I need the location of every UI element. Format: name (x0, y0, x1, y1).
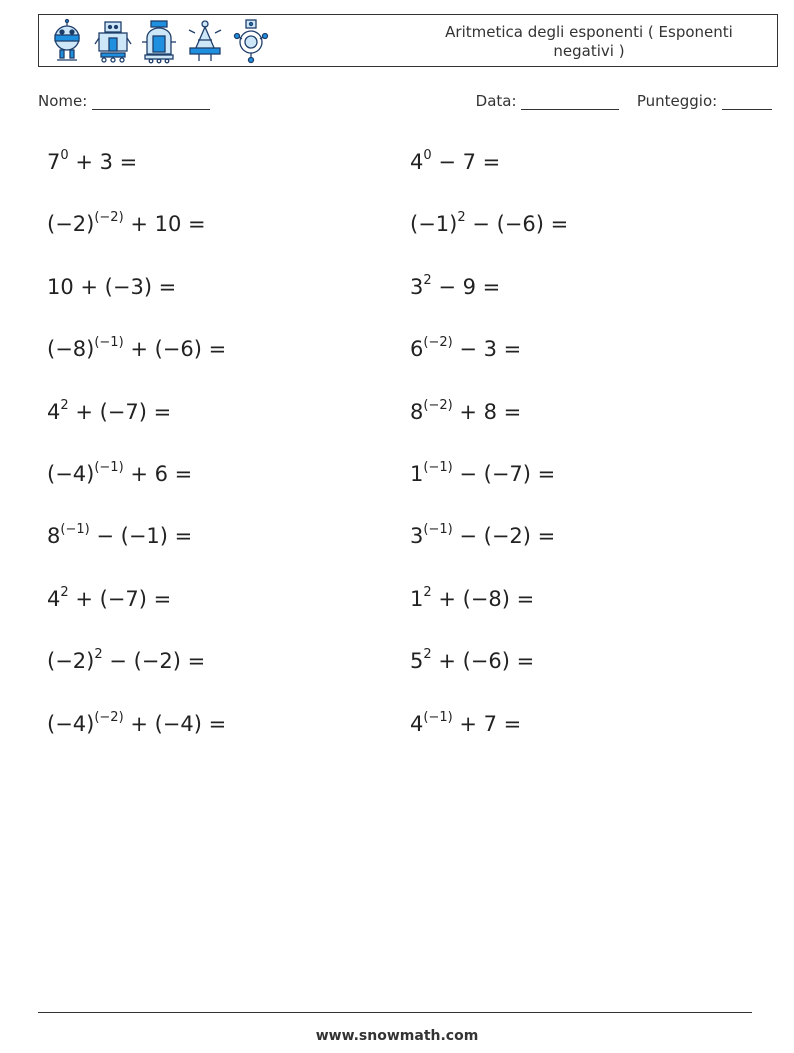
problem-right (410, 641, 534, 681)
problem-rest: − (−7) = (452, 461, 556, 486)
problem-exponent: 0 (60, 148, 69, 163)
problem-rest: − (−1) = (89, 524, 193, 549)
problem-rest: + 3 = (68, 150, 138, 174)
problem-left (47, 516, 192, 556)
problem-row (47, 579, 767, 641)
problem-rest: − (−6) = (465, 212, 569, 237)
problem-exponent: 2 (94, 647, 103, 663)
problem-base: (−4) (47, 461, 95, 486)
problem-left (47, 204, 206, 244)
problem-base: 1 (410, 461, 424, 486)
problem-row (47, 392, 767, 454)
problem-exponent: (−1) (94, 335, 124, 351)
problem-base: (−4) (47, 711, 95, 736)
problem-rest: + (−6) = (431, 649, 535, 674)
problem-exponent: (−2) (423, 397, 453, 413)
problem-rest: + (−6) = (123, 337, 227, 362)
problem-left (47, 142, 137, 182)
problem-row (47, 267, 767, 329)
problem-rest: − (−2) = (452, 524, 556, 549)
problem-right (410, 329, 521, 369)
date-score-fields (476, 92, 772, 110)
problem-exponent: (−2) (94, 709, 124, 725)
name-field (38, 92, 210, 110)
problem-base: 10 + (−3) = (47, 274, 177, 299)
problem-rest: + (−7) = (68, 399, 172, 424)
problem-exponent: 2 (457, 210, 466, 226)
robot-icon-3 (139, 18, 179, 64)
problem-row (47, 704, 767, 766)
problem-right (410, 392, 521, 432)
problem-rest: + 6 = (123, 461, 193, 486)
name-blank[interactable] (92, 93, 210, 110)
problem-exponent: (−2) (94, 210, 124, 226)
problem-base: 8 (47, 524, 61, 549)
score-blank[interactable] (722, 93, 772, 110)
problem-base: 4 (410, 150, 424, 174)
problem-exponent: (−1) (94, 459, 124, 475)
problem-left (47, 579, 171, 619)
header-box (38, 14, 778, 67)
date-label: Data: (475, 92, 517, 110)
problem-base: 3 (410, 274, 424, 299)
robot-icon-2 (93, 18, 133, 64)
problem-rest: + (−8) = (431, 586, 535, 611)
problem-exponent: 2 (60, 397, 69, 413)
problem-row (47, 142, 767, 204)
problem-exponent: (−1) (423, 709, 453, 725)
problem-base: 1 (410, 586, 424, 611)
problem-rest: + 10 = (123, 212, 206, 237)
problem-exponent: (−1) (423, 459, 453, 475)
problem-base: 4 (410, 711, 424, 736)
problem-left (47, 267, 176, 307)
problem-right (410, 454, 555, 494)
problem-row (47, 329, 767, 391)
problem-rest: − 3 = (452, 337, 522, 362)
date-blank[interactable] (521, 93, 619, 110)
problem-left (47, 329, 226, 369)
problem-base: 7 (47, 150, 61, 174)
problem-left (47, 392, 171, 432)
problem-base: 3 (410, 524, 424, 549)
footer-divider (38, 1012, 752, 1013)
problem-row (47, 516, 767, 578)
problem-exponent: (−1) (60, 522, 90, 538)
problems-grid (47, 142, 767, 766)
problem-exponent: 2 (423, 647, 432, 663)
problem-base: (−2) (47, 649, 95, 674)
footer-url: www.snowmath.com (315, 1028, 479, 1044)
problem-base: 8 (410, 399, 424, 424)
problem-exponent: 2 (60, 584, 69, 600)
problem-row (47, 454, 767, 516)
score-label: Punteggio: (636, 92, 718, 110)
problem-row (47, 204, 767, 266)
problem-right (410, 516, 555, 556)
problem-left (47, 641, 205, 681)
robot-icon-4 (185, 18, 225, 64)
problem-exponent: 2 (423, 584, 432, 600)
problem-base: (−8) (47, 337, 95, 362)
problem-base: 6 (410, 337, 424, 362)
problem-exponent: (−2) (423, 335, 453, 351)
problem-rest: + (−4) = (123, 711, 227, 736)
problem-base: (−2) (47, 212, 95, 237)
worksheet-title: Aritmetica degli esponenti ( Esponenti negativi ) (445, 23, 733, 60)
problem-exponent: (−1) (423, 522, 453, 538)
robot-icon-1 (47, 18, 87, 64)
problem-exponent: 0 (423, 148, 432, 163)
meta-row (38, 92, 772, 116)
problem-base: (−1) (410, 212, 458, 237)
problem-rest: + 8 = (452, 399, 522, 424)
robot-icons (47, 18, 271, 64)
robot-icon-5 (231, 18, 271, 64)
problem-right (410, 579, 534, 619)
problem-rest: + (−7) = (68, 586, 172, 611)
problem-row (47, 641, 767, 703)
problem-rest: + 7 = (452, 711, 522, 736)
problem-right (410, 142, 500, 182)
problem-left (47, 704, 226, 744)
problem-right (410, 704, 521, 744)
problem-base: 4 (47, 399, 61, 424)
name-label: Nome: (38, 92, 88, 110)
problem-base: 5 (410, 649, 424, 674)
problem-base: 4 (47, 586, 61, 611)
problem-right (410, 204, 568, 244)
problem-left (47, 454, 192, 494)
problem-right (410, 267, 500, 307)
problem-rest: − 9 = (431, 274, 501, 299)
problem-rest: − 7 = (431, 150, 501, 174)
problem-rest: − (−2) = (102, 649, 206, 674)
problem-exponent: 2 (423, 272, 432, 288)
